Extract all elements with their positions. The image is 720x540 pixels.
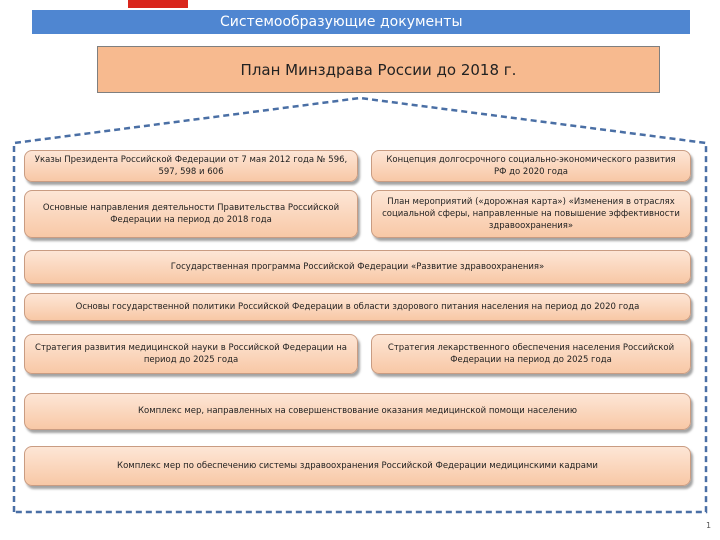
doc-science-strategy-text: Стратегия развития медицинской науки в Российской Федерации на период до 2025 года xyxy=(35,342,347,365)
doc-presidential-decrees-text: Указы Президента Российской Федерации от 7 мая 2012 года № 596, 597, 598 и 606 xyxy=(34,154,348,177)
doc-drug-strategy-text: Стратегия лекарственного обеспечения населения Российской Федерации на период до 2025 года xyxy=(387,342,675,365)
doc-roadmap-text: План мероприятий («дорожная карта») «Изменения в отраслях социальной сферы, направленные на повышение эффективности здравоохранения» xyxy=(382,196,680,232)
doc-nutrition-policy-text: Основы государственной политики Российской Федерации в области здорового питания населения на период до 2020 года xyxy=(75,301,640,312)
plan-title: План Минздрава России до 2018 г. xyxy=(240,60,517,79)
doc-roadmap xyxy=(371,190,691,238)
doc-long-term-concept-text: Концепция долгосрочного социально-экономического развития РФ до 2020 года xyxy=(386,154,676,177)
doc-staffing-measures-text: Комплекс мер по обеспечению системы здравоохранения Российской Федерации медицинскими кадрами xyxy=(117,460,598,471)
doc-medical-care-measures xyxy=(24,393,691,430)
doc-science-strategy xyxy=(24,334,358,374)
doc-state-program-text: Государственная программа Российской Федерации «Развитие здравоохранения» xyxy=(170,261,545,272)
doc-government-directions xyxy=(24,190,358,238)
doc-presidential-decrees xyxy=(24,150,358,182)
doc-medical-care-measures-text: Комплекс мер, направленных на совершенствование оказания медицинской помощи населению xyxy=(137,406,578,417)
doc-staffing-measures xyxy=(24,446,691,486)
doc-state-program xyxy=(24,250,691,284)
page-title: Системообразующие документы xyxy=(32,10,690,34)
doc-nutrition-policy xyxy=(24,293,691,321)
doc-long-term-concept xyxy=(371,150,691,182)
doc-drug-strategy xyxy=(371,334,691,374)
doc-government-directions-text: Основные направления деятельности Правительства Российской Федерации на период до 2018 года xyxy=(42,202,340,225)
page-number: 1 xyxy=(706,521,712,530)
